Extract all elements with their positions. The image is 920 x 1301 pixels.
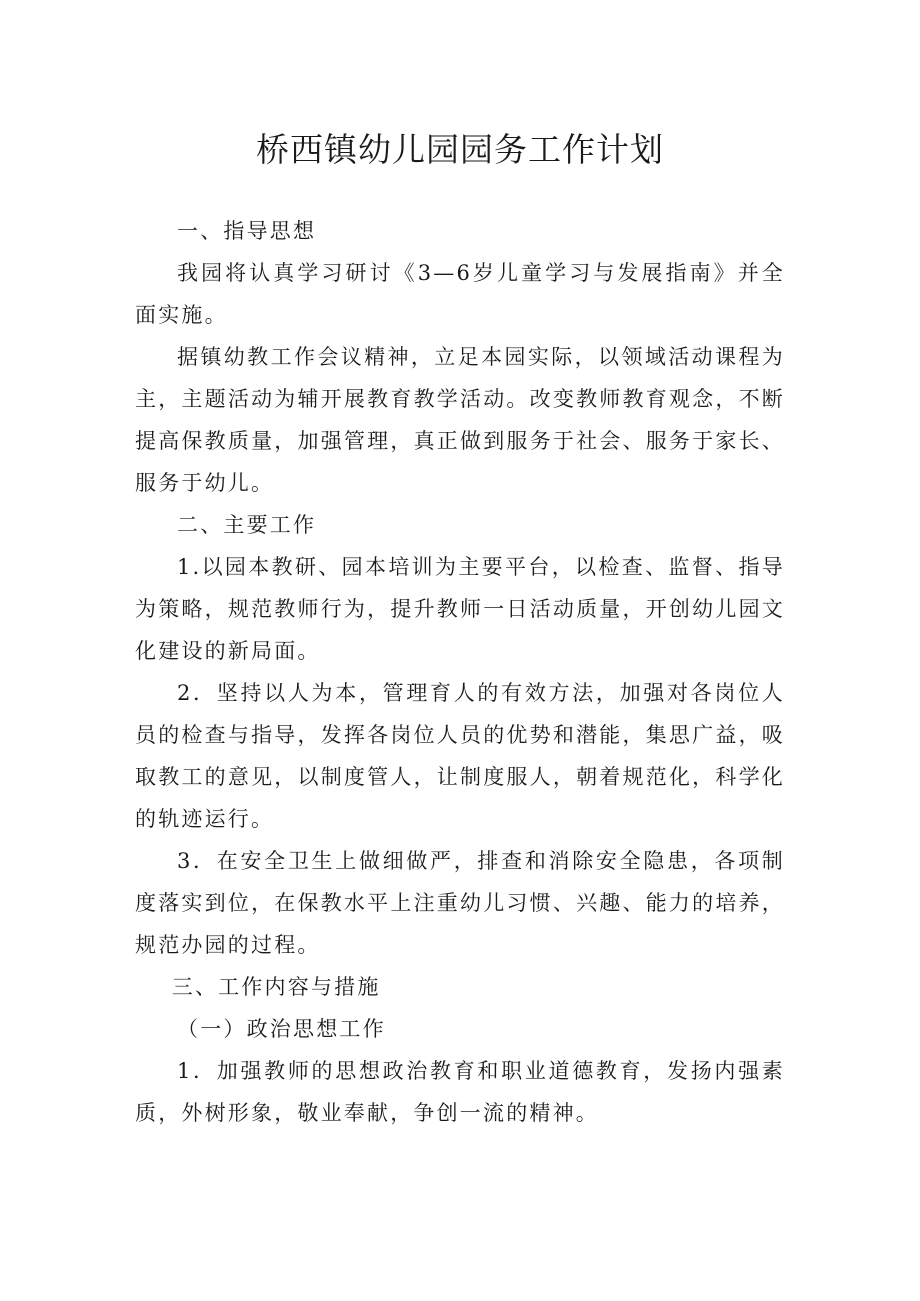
- subsection-heading-political-work: （一）政治思想工作: [177, 1017, 386, 1041]
- section-heading-content-measures: 三、工作内容与措施: [171, 975, 381, 999]
- paragraph: 我园将认真学习研讨《3—6岁儿童学习与发展指南》并全面实施。: [135, 261, 785, 327]
- section-heading-main-work: 二、主要工作: [177, 513, 317, 537]
- paragraph: 1．加强教师的思想政治教育和职业道德教育，发扬内强素质，外树形象，敬业奉献，争创一流的精神。: [135, 1059, 785, 1125]
- paragraph: 1.以园本教研、园本培训为主要平台，以检查、监督、指导为策略，规范教师行为，提升教师一日活动质量，开创幼儿园文化建设的新局面。: [135, 555, 785, 663]
- document-body: [135, 210, 785, 1134]
- paragraph: 3．在安全卫生上做细做严，排查和消除安全隐患，各项制度落实到位，在保教水平上注重幼儿习惯、兴趣、能力的培养，规范办园的过程。: [135, 849, 785, 957]
- paragraph: 2．坚持以人为本，管理育人的有效方法，加强对各岗位人员的检查与指导，发挥各岗位人员的优势和潜能，集思广益，吸取教工的意见，以制度管人，让制度服人，朝着规范化，科学化的轨迹运行。: [135, 681, 785, 831]
- section-heading-guiding-thought: 一、指导思想: [177, 219, 317, 243]
- paragraph: 据镇幼教工作会议精神，立足本园实际，以领域活动课程为主，主题活动为辅开展教育教学活动。改变教师教育观念，不断提高保教质量，加强管理，真正做到服务于社会、服务于家长、服务于幼儿。: [135, 345, 785, 495]
- document-title: 桥西镇幼儿园园务工作计划: [256, 130, 664, 169]
